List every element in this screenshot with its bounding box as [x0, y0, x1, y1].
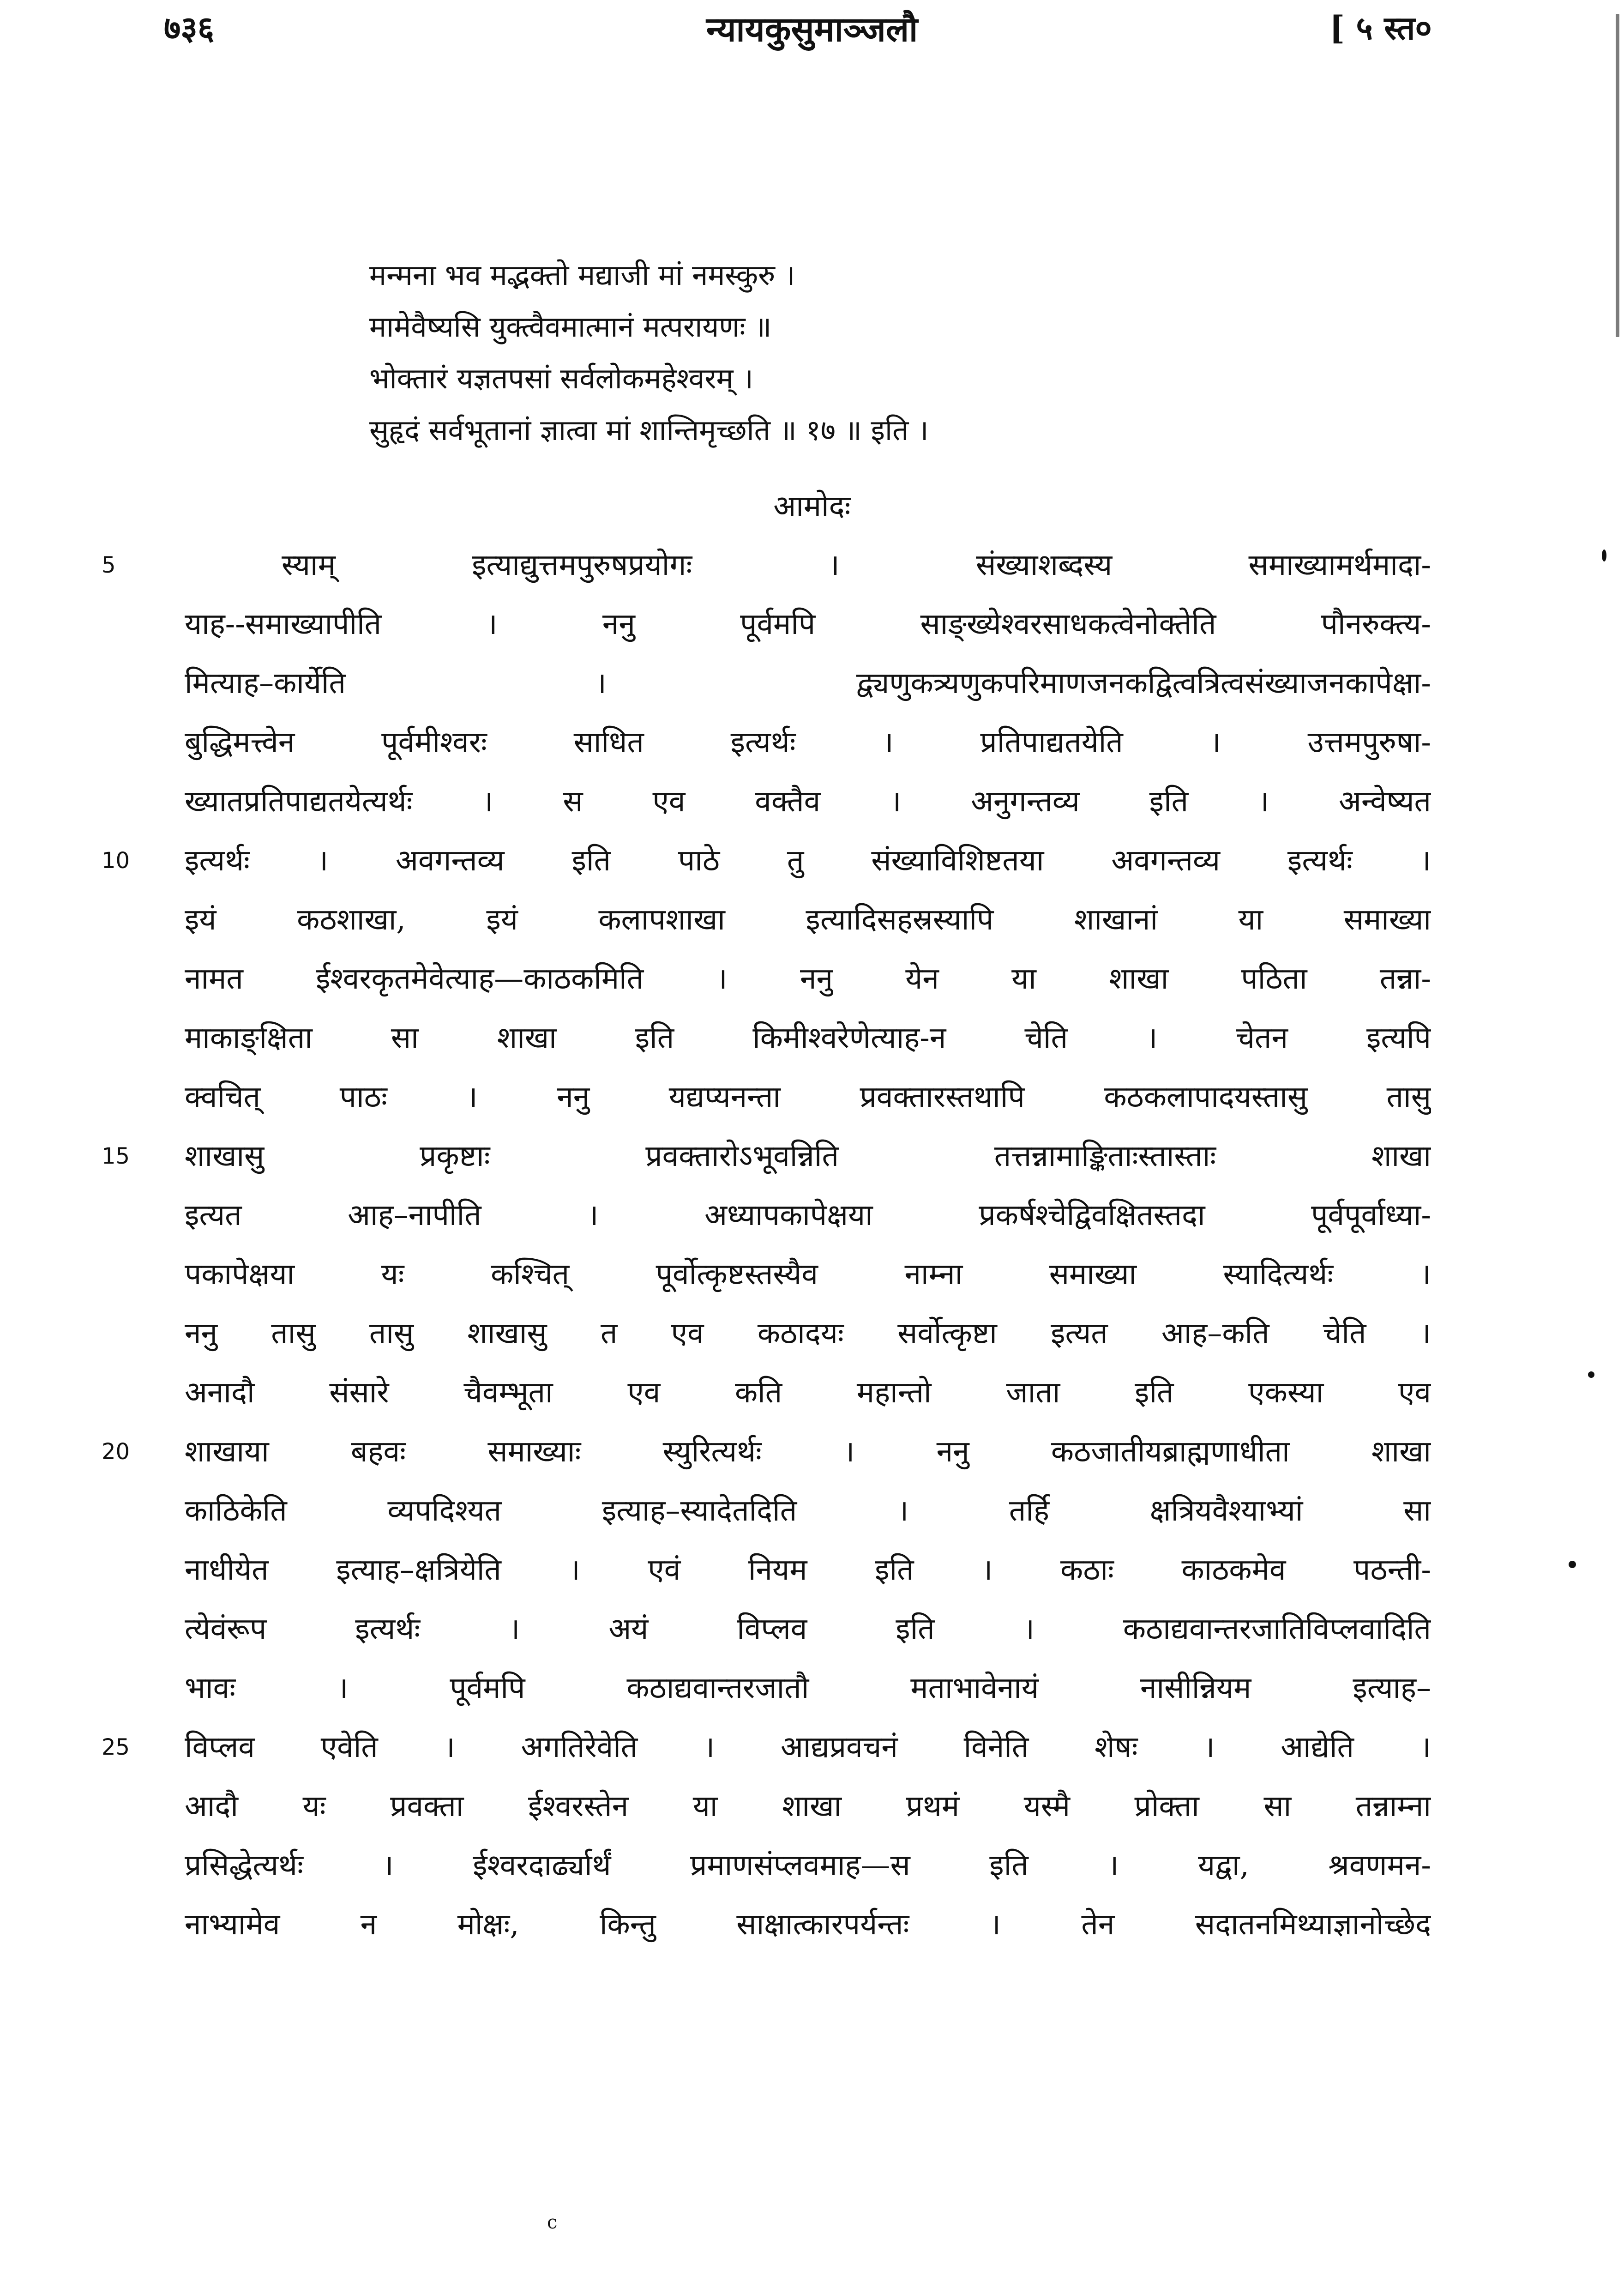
body-line: क्वचित् पाठः । ननु यद्यप्यनन्ता प्रवक्तारस्तथापि कठकलापादयस्तासु तासु: [185, 1080, 1431, 1114]
body-line: इत्यत आह–नापीति । अध्यापकापेक्षया प्रकर्षश्चेद्विवक्षितस्तदा पूर्वपूर्वाध्या-: [185, 1198, 1431, 1232]
body-line: शाखाया बहवः समाख्याः स्युरित्यर्थः । ननु कठजातीयब्राह्मणाधीता शाखा: [185, 1435, 1431, 1469]
body-line: माकाङ्क्षिता सा शाखा इति किमीश्वरेणेत्याह-न चेति । चेतन इत्यपि: [185, 1021, 1431, 1055]
body-line: बुद्धिमत्त्वेन पूर्वमीश्वरः साधित इत्यर्थः । प्रतिपाद्यतयेति । उत्तमपुरुषा-: [185, 725, 1431, 760]
verse-line: सुहृदं सर्वभूतानां ज्ञात्वा मां शान्तिमृच्छति ॥ १७ ॥ इति ।: [369, 413, 929, 447]
scan-speck: [1602, 549, 1606, 561]
body-line: इयं कठशाखा, इयं कलापशाखा इत्यादिसहस्रस्यापि शाखानां या समाख्या: [185, 903, 1431, 937]
line-number: 5: [102, 552, 116, 578]
body-line: याह--समाख्यापीति । ननु पूर्वमपि साङ्ख्येश्वरसाधकत्वेनोक्तेति पौनरुक्त्य-: [185, 607, 1431, 641]
body-line: काठिकेति व्यपदिश्यत इत्याह–स्यादेतदिति । तर्हि क्षत्रियवैश्याभ्यां सा: [185, 1494, 1431, 1528]
line-number: 25: [102, 1734, 130, 1760]
scan-speck: [1588, 1371, 1594, 1378]
verse-line: मामेवैष्यसि युक्त्वैवमात्मानं मत्परायणः ॥: [369, 310, 772, 344]
body-line: नाभ्यामेव न मोक्षः, किन्तु साक्षात्कारपर्यन्तः । तेन सदातनमिथ्याज्ञानोच्छेद: [185, 1908, 1431, 1942]
line-number: 10: [102, 848, 130, 874]
verse-line: भोक्तारं यज्ञतपसां सर्वलोकमहेश्वरम् ।: [369, 362, 753, 395]
body-line: विप्लव एवेति । अगतिरेवेति । आद्यप्रवचनं विनेति शेषः । आद्येति ।: [185, 1730, 1431, 1764]
body-line: नाधीयेत इत्याह–क्षत्रियेति । एवं नियम इति । कठाः काठकमेव पठन्ती-: [185, 1553, 1431, 1587]
line-number: 15: [102, 1143, 130, 1169]
line-number: 20: [102, 1439, 130, 1465]
body-line: पकापेक्षया यः कश्चित् पूर्वोत्कृष्टस्तस्यैव नाम्ना समाख्या स्यादित्यर्थः ।: [185, 1257, 1431, 1292]
body-line: मित्याह–कार्येति । द्व्यणुकत्र्यणुकपरिमाणजनकद्वित्वत्रित्वसंख्याजनकापेक्षा-: [185, 666, 1431, 700]
running-title: न्यायकुसुमाञ्जलौ: [706, 10, 918, 49]
body-line: शाखासु प्रकृष्टाः प्रवक्तारोऽभूवन्निति तत्तन्नामाङ्किताःस्तास्ताः शाखा: [185, 1139, 1431, 1173]
footer-mark: c: [547, 2212, 558, 2233]
body-line: स्याम् इत्याद्युत्तमपुरुषप्रयोगः । संख्याशब्दस्य समाख्यामर्थमादा-: [282, 548, 1431, 582]
scan-speck: [1616, 14, 1619, 337]
commentary-title: आमोदः: [773, 489, 851, 524]
body-line: भावः । पूर्वमपि कठाद्यवान्तरजातौ मताभावेनायं नासीन्नियम इत्याह–: [185, 1671, 1431, 1705]
commentary-body: [185, 536, 1431, 1954]
body-line: इत्यर्थः । अवगन्तव्य इति पाठे तु संख्याविशिष्टतया अवगन्तव्य इत्यर्थः ।: [185, 844, 1431, 878]
section-mark: [ ५ स्त०: [1329, 9, 1432, 47]
verse-line: मन्मना भव मद्भक्तो मद्याजी मां नमस्कुरु ।: [369, 258, 795, 292]
body-line: आदौ यः प्रवक्ता ईश्वरस्तेन या शाखा प्रथमं यस्मै प्रोक्ता सा तन्नाम्ना: [185, 1789, 1431, 1823]
body-line: ख्यातप्रतिपाद्यतयेत्यर्थः । स एव वक्तैव । अनुगन्तव्य इति । अन्वेष्यत: [185, 785, 1431, 819]
body-line: त्येवंरूप इत्यर्थः । अयं विप्लव इति । कठाद्यवान्तरजातिविप्लवादिति: [185, 1612, 1431, 1646]
page-number: ७३६: [164, 9, 215, 47]
verse-block: [369, 249, 1431, 456]
body-line: नामत ईश्वरकृतमेवेत्याह—काठकमिति । ननु येन या शाखा पठिता तन्ना-: [185, 962, 1431, 996]
scan-speck: [1569, 1561, 1576, 1568]
body-line: प्रसिद्धेत्यर्थः । ईश्वरदार्ढ्यार्थं प्रमाणसंप्लवमाह—स इति । यद्वा, श्रवणमन-: [185, 1848, 1431, 1883]
body-line: अनादौ संसारे चैवम्भूता एव कति महान्तो जाता इति एकस्या एव: [185, 1376, 1431, 1410]
body-line: ननु तासु तासु शाखासु त एव कठादयः सर्वोत्कृष्टा इत्यत आह–कति चेति ।: [185, 1316, 1431, 1351]
